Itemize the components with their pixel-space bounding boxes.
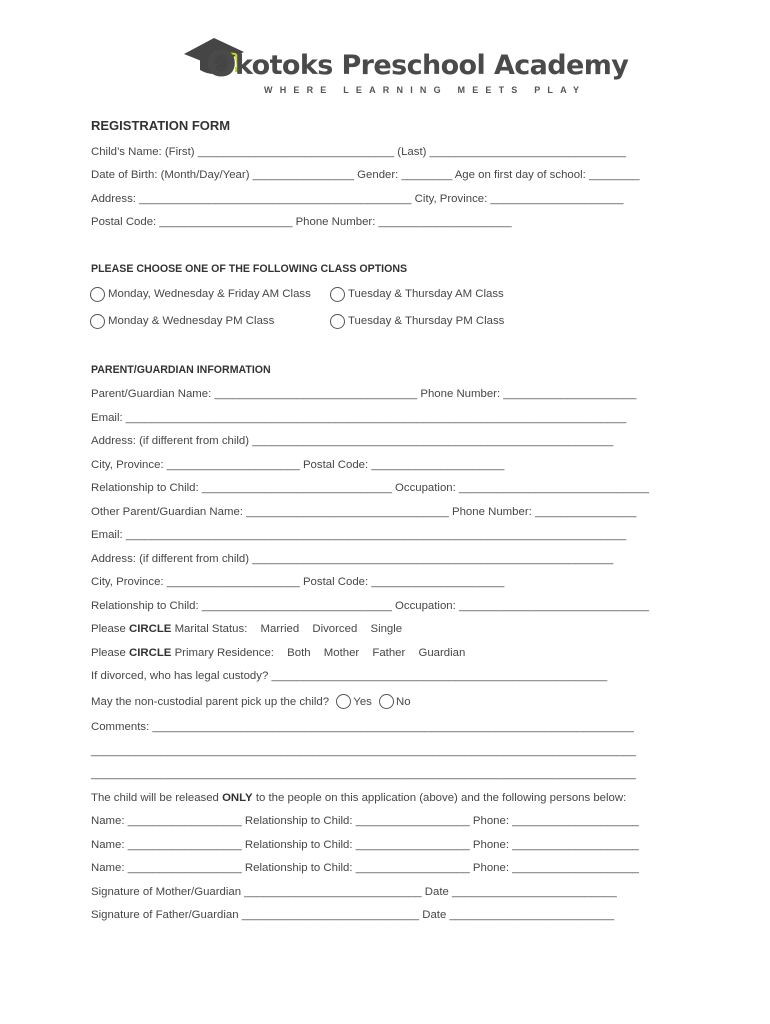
parent-city-field[interactable]: City, Province: _____________________ Postal Code: _____________________	[91, 459, 505, 471]
parent-address-field[interactable]: Address: (if different from child) _________________________________________________________	[91, 435, 614, 447]
logo-tagline: WHERE LEARNING MEETS PLAY	[264, 85, 587, 95]
residence-option-father[interactable]: Father	[372, 647, 406, 659]
pickup-yes-label: Yes	[353, 696, 372, 708]
primary-residence-row: Please CIRCLE Primary Residence: Both Mother Father Guardian	[91, 647, 466, 659]
class-option-label: Monday, Wednesday & Friday AM Class	[108, 288, 311, 300]
empty-circle-icon[interactable]	[90, 287, 105, 302]
parent-info-heading: PARENT/GUARDIAN INFORMATION	[91, 364, 271, 376]
empty-circle-icon[interactable]	[330, 314, 345, 329]
comments-line-2[interactable]: ______________________________________________________________________________________	[91, 745, 636, 757]
class-option-tt-am[interactable]	[330, 286, 504, 302]
marital-option-single[interactable]: Single	[370, 623, 403, 635]
marital-option-married[interactable]: Married	[260, 623, 300, 635]
class-option-label: Tuesday & Thursday PM Class	[348, 315, 505, 327]
parent-relationship-field[interactable]: Relationship to Child: ______________________________ Occupation: ______________________________	[91, 482, 650, 494]
authorized-person-2[interactable]: Name: __________________ Relationship to Child: __________________ Phone: ____________________	[91, 839, 639, 851]
class-options-heading: PLEASE CHOOSE ONE OF THE FOLLOWING CLASS OPTIONS	[91, 263, 408, 275]
class-option-mwf-am[interactable]	[90, 286, 311, 302]
empty-circle-icon[interactable]	[90, 314, 105, 329]
authorized-person-1[interactable]: Name: __________________ Relationship to Child: __________________ Phone: ____________________	[91, 815, 639, 827]
academy-logo	[180, 30, 629, 102]
parent-email-field[interactable]: Email: _______________________________________________________________________________	[91, 412, 627, 424]
form-title: REGISTRATION FORM	[91, 118, 231, 133]
other-parent-name-field[interactable]: Other Parent/Guardian Name: ________________________________ Phone Number: ________________	[91, 506, 637, 518]
residence-option-guardian[interactable]: Guardian	[418, 647, 466, 659]
other-parent-email-field[interactable]: Email: _______________________________________________________________________________	[91, 529, 627, 541]
marital-status-row: Please CIRCLE Marital Status: Married Divorced Single	[91, 623, 403, 635]
marital-option-divorced[interactable]: Divorced	[312, 623, 358, 635]
release-statement: The child will be released ONLY to the people on this application (above) and the following persons below:	[91, 792, 627, 804]
authorized-person-3[interactable]: Name: __________________ Relationship to Child: __________________ Phone: ____________________	[91, 862, 639, 874]
father-signature-field[interactable]: Signature of Father/Guardian ____________________________ Date __________________________	[91, 909, 615, 921]
child-name-field[interactable]: Child’s Name: (First) _______________________________ (Last) _______________________________	[91, 146, 626, 158]
class-option-label: Tuesday & Thursday AM Class	[348, 288, 504, 300]
comments-line-3[interactable]: ______________________________________________________________________________________	[91, 768, 636, 780]
mother-signature-field[interactable]: Signature of Mother/Guardian ____________________________ Date __________________________	[91, 886, 617, 898]
comments-field[interactable]: Comments: ____________________________________________________________________________	[91, 721, 634, 733]
class-option-mw-pm[interactable]	[90, 313, 274, 329]
empty-circle-icon[interactable]	[379, 694, 394, 709]
logo-title: Okotoks Preschool Academy	[206, 44, 629, 85]
legal-custody-field[interactable]: If divorced, who has legal custody? _____________________________________________________	[91, 670, 608, 682]
pickup-question: May the non-custodial parent pick up the child?	[91, 696, 330, 708]
residence-option-mother[interactable]: Mother	[323, 647, 360, 659]
child-postal-field[interactable]: Postal Code: _____________________ Phone Number: _____________________	[91, 216, 512, 228]
child-address-field[interactable]: Address: ___________________________________________ City, Province: _____________________	[91, 193, 624, 205]
class-option-tt-pm[interactable]	[330, 313, 504, 329]
empty-circle-icon[interactable]	[336, 694, 351, 709]
child-dob-field[interactable]: Date of Birth: (Month/Day/Year) ________________ Gender: ________ Age on first day of school: ________	[91, 169, 640, 181]
parent-name-field[interactable]: Parent/Guardian Name: ________________________________ Phone Number: _____________________	[91, 388, 637, 400]
pickup-permission-row	[91, 694, 411, 709]
other-parent-city-field[interactable]: City, Province: _____________________ Postal Code: _____________________	[91, 576, 505, 588]
class-option-label: Monday & Wednesday PM Class	[108, 315, 275, 327]
other-parent-relationship-field[interactable]: Relationship to Child: ______________________________ Occupation: ______________________________	[91, 600, 650, 612]
other-parent-address-field[interactable]: Address: (if different from child) _________________________________________________________	[91, 553, 614, 565]
empty-circle-icon[interactable]	[330, 287, 345, 302]
residence-option-both[interactable]: Both	[287, 647, 311, 659]
pickup-no-label: No	[396, 696, 411, 708]
